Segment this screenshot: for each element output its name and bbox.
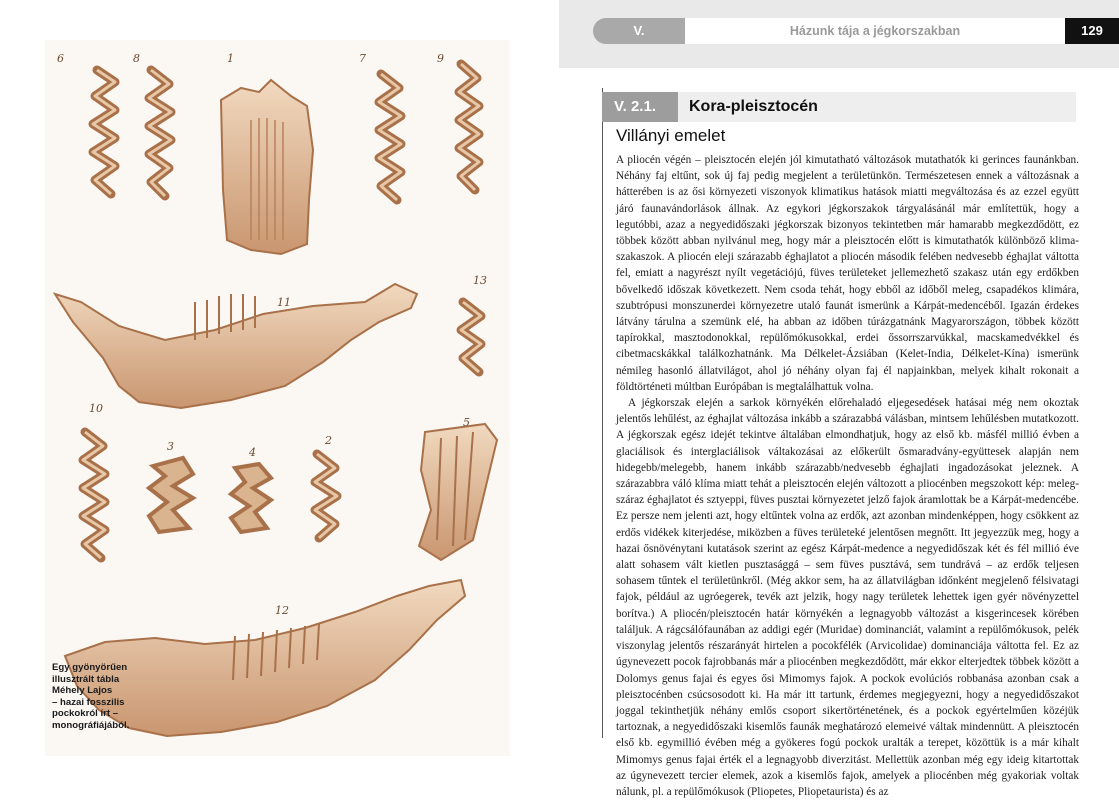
left-page [0,0,559,799]
margin-rule [602,88,603,738]
section-title: Kora-pleisztocén [689,98,818,115]
chapter-title: Házunk tája a jégkorszakban [685,18,1065,44]
chapter-number: V. [593,18,685,44]
molar-4 [231,464,271,532]
figure-number: 13 [473,274,487,287]
figure-caption: Egy gyönyörűen illusztrált tábla Méhely Lajos – hazai fosszilis pockokról írt – monográfiájából. [52,662,130,731]
section-number: V. 2.1. [602,92,678,122]
fossil-illustration-plate [45,40,510,756]
figure-number: 1 [227,52,234,65]
fossil-teeth-drawing [45,40,510,756]
figure-number: 11 [277,296,291,309]
body-text [616,152,1079,800]
mandible-11 [55,284,417,408]
figure-number: 12 [275,604,289,617]
section-subtitle: Villányi emelet [616,126,726,145]
paragraph: A pliocén végén – pleisztocén elején jól kimutatható változások mutathatók ki gerinces faunánkban. Néhány faj eltűnt, sok új faj pedig megjelent a területünkön. Természetesen ennek a változásnak a hátterében is az ősi környezeti viszonyok klimatikus hatások miatti megváltozása és az ezzel együtt járó faunavándorlások állnak. Az egykori jégkorszakok tárgyalásánál már említettük, hogy a legutóbbi, azaz a negyedidőszaki jégkorszak bizonyos tekintetben már hamarabb megkezdődött, ez többek között abban nyilvánul meg, hogy már a pleisztocén előtt is kimutathatók különböző klima-szakaszok. A pliocén eleji szárazabb éghajlatot a pliocén második felében nedvesebb éghajlat váltotta fel, emiatt a nagyrészt nyílt vegetációjú, füves területeket jellemezhető szakasz után egy erdőkben bővelkedő időszak következett. Nem csoda tehát, hogy ebből az időből meleg, csapadékos klimára, szubtrópusi monszunerdei környezetre utaló faunát ismerünk a Kárpát-medencéből. Igazán érdekes látvány tárulna a szemünk elé, ha abban az időben túrázgatnánk Magyarországon, többek között tapírokkal, masztodonokkal, repülőmókusokkal, erdei őssorrszarvúkkal, macskamedvékkel és cibetmacskákkal találkozhatnánk. Ma Délkelet-Ázsiában (Kelet-India, Délkelet-Kína) ismerünk némileg hasonló állatvilágot, ahol jó néhány olyan faj él napjainkban, melyek kihalt rokonait a földtörténeti múltban Európában is megtalálhattuk volna. [616,154,1079,393]
figure-number: 10 [89,402,103,415]
figure-number: 2 [325,434,332,447]
figure-number: 4 [249,446,256,459]
right-page [559,0,1119,799]
figure-number: 7 [359,52,366,65]
figure-number: 8 [133,52,140,65]
figure-number: 5 [463,416,470,429]
tooth-roots-5 [419,424,497,560]
figure-number: 6 [57,52,64,65]
figure-number: 3 [167,440,174,453]
paragraph: A jégkorszak elején a sarkok környékén előrehaladó eljegesedések hatásai még nem okoztak jelentős lehűlést, az éghajlat változása inkább a szárazabbá válásban, mintsem lehűlésben mutatkozott. A jégkorszak egész idejét tekintve általában elmondhatjuk, hogy az első kb. másfél millió évben a glaciálisok és interglaciálisok váltakozásai az előkerült ősmaradvány-együttesek alapján nem hidegebb/melegebb, hanem inkább szárazabb/nedvesebb éghajlati ingadozásokat jeleznek. A szárazabbra váló klíma miatt tehát a pleisztocén elején változott a pliocénben megszokott kép: meleg-száraz éghajlatot és sztyeppi, füves pusztai környezetet jelző fajok áramlottak be a Kárpát-medencébe. Ez persze nem jelenti azt, hogy eltűntek volna az erdők, azt azonban mindenképpen, hogy csökkent az erdős vidékek kiterjedése, miközben a füves területeké jelentősen megnőtt. Itt jegyezzük meg, hogy a hazai ősnövénytani kutatások szerint az egész Kárpát-medence a negyedidőszak két és fél millió éve alatt sohasem vált kietlen pusztasággá – sem füves pusztává, sem tundrává – az erdők teljesen sohasem tűntek el területünkről. (Még akkor sem, ha az állatvilágban időnként megjelenő félsivatagi fajok, például az ugróegerek, tevék azt jelzik, hogy nagy területek lehettek igen gyér növényzettel borítva.) A pliocén/pleisztocén határ környékén a legnagyobb változást a kisgerincesek körében találjuk. A rágcsálófaunában az addigi egér (Muridae) dominanciát, valamint a repülőmókusok, pelék viszonylag jelentős részarányát hirtelen a pocokfélék (Arvicolidae) dominanciája váltotta fel. Ez az úgynevezett pocok fajrobbanás már a pliocénben megkezdődött, már ekkor elterjedtek többek között a Dolomys genus fajai és egyes ősi Mimomys fajok. A pockok evolúciós robbanása azonban csak a pleisztocénben csúcsosodott ki. Ha már itt tartunk, érdemes megjegyezni, hogy a negyedidőszakot joggal tekinthetjük néhány emlős csoport sikertörténetének, és a pockok egyértelműen közéjük tartoznak, a negyedidőszaki kisemlős faunák meghatározó elemeivé váltak mindennütt. A pleisztocén első kb. egymillió évében még a gyökeres fogú pockok uralták a terepet, közöttük is a már kihalt Mimomys genus fajai érték el a legnagyobb diverzitást. Mellettük azonban még egy ideig kitartottak az úgynevezett tercier elemek, azok a kisemlős fajok, amelyek a pliocénben még gyakoriak voltak nálunk, pl. a repülőmókusok (Pliopetes, Pliopetaurista) és az [616,397,1079,798]
page-number: 129 [1065,18,1119,44]
figure-number: 9 [437,52,444,65]
molar-3 [149,458,193,532]
